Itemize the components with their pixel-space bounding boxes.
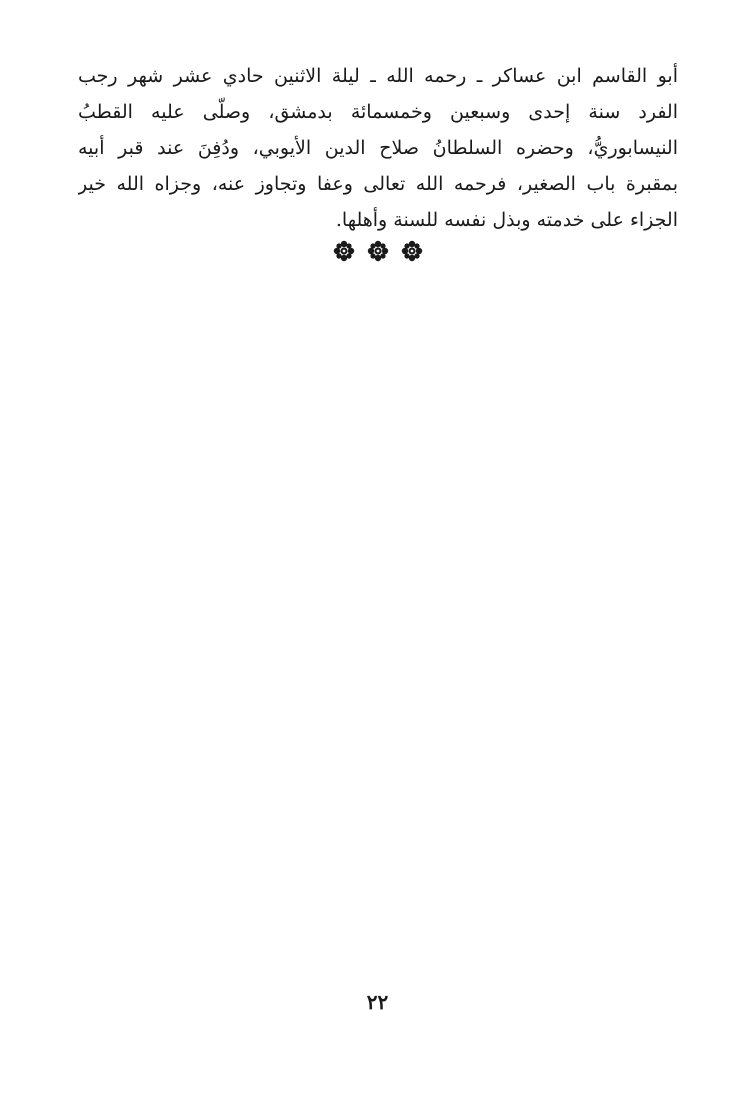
text-line-3: النيسابوريُّ، وحضره السلطانُ صلاح الدين الأيوبي، ودُفِنَ عند قبر أبيه — [78, 137, 678, 159]
text-line-4: بمقبرة باب الصغير، فرحمه الله تعالى وعفا وتجاوز عنه، وجزاه الله خير — [78, 173, 678, 195]
text-line-1: أبو القاسم ابن عساكر ـ رحمه الله ـ ليلة الاثنين حادي عشر شهر رجب — [78, 65, 678, 87]
floral-asterism-icon — [367, 240, 389, 262]
body-paragraph — [78, 58, 678, 238]
floral-asterism-icon — [333, 240, 355, 262]
text-line-2: الفرد سنة إحدى وسبعين وخمسمائة بدمشق، وصلّى عليه القطبُ — [78, 101, 678, 123]
text-line-5: الجزاء على خدمته وبذل نفسه للسنة وأهلها. — [335, 209, 678, 231]
floral-asterism-icon — [401, 240, 423, 262]
section-divider — [0, 240, 755, 270]
page-number: ٢٢ — [366, 990, 389, 1014]
